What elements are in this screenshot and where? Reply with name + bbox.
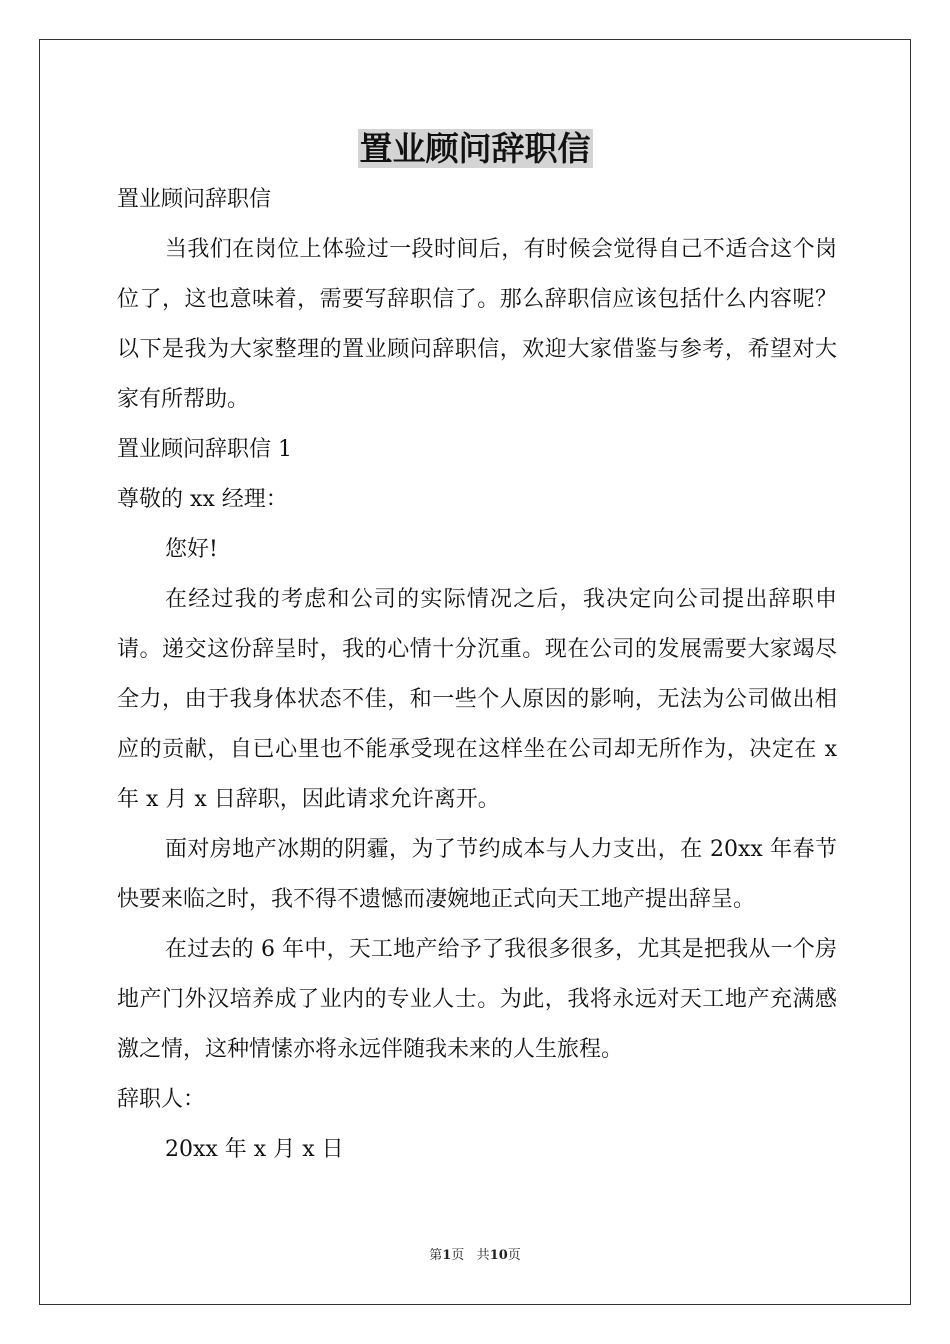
footer-page-number: 1: [442, 1248, 452, 1263]
paragraph: 置业顾问辞职信: [117, 187, 272, 212]
page-footer: [0, 1247, 950, 1265]
footer-total-suffix: 页: [507, 1248, 521, 1263]
paragraph: 在过去的 6 年中，天工地产给予了我很多很多，尤其是把我从一个房地产门外汉培养成了业内的专业人士。为此，我将永远对天工地产充满感激之情，这种情愫亦将永远伴随我未来的人生旅程。: [117, 937, 837, 1062]
paragraph: 当我们在岗位上体验过一段时间后，有时候会觉得自己不适合这个岗位了，这也意味着，需要写辞职信了。那么辞职信应该包括什么内容呢？以下是我为大家整理的置业顾问辞职信，欢迎大家借鉴与参考，希望对大家有所帮助。: [117, 237, 837, 412]
paragraph: 置业顾问辞职信 1: [117, 437, 292, 462]
footer-total-pages: 10: [489, 1248, 508, 1263]
paragraph: 辞职人：: [117, 1087, 206, 1112]
paragraph: 面对房地产冰期的阴霾，为了节约成本与人力支出，在 20xx 年春节快要来临之时，我不得不遗憾而凄婉地正式向天工地产提出辞呈。: [117, 837, 837, 912]
footer-page-suffix: 页: [451, 1248, 465, 1263]
footer-prefix: 第: [429, 1248, 443, 1263]
paragraph: 您好!: [165, 537, 218, 562]
paragraph: 20xx 年 x 月 x 日: [165, 1137, 344, 1162]
paragraph: 在经过我的考虑和公司的实际情况之后，我决定向公司提出辞职申请。递交这份辞呈时，我的心情十分沉重。现在公司的发展需要大家竭尽全力，由于我身体状态不佳，和一些个人原因的影响，无法为公司做出相应的贡献，自已心里也不能承受现在这样坐在公司却无所作为，决定在 x 年 x 月 x 日辞职，因此请求允许离开。: [117, 587, 837, 812]
document-body: [117, 175, 837, 1175]
document-title: [0, 126, 950, 172]
paragraph: 尊敬的 xx 经理：: [117, 487, 288, 512]
footer-total-prefix: 共: [476, 1248, 490, 1263]
document-title-text: 置业顾问辞职信: [359, 129, 591, 168]
